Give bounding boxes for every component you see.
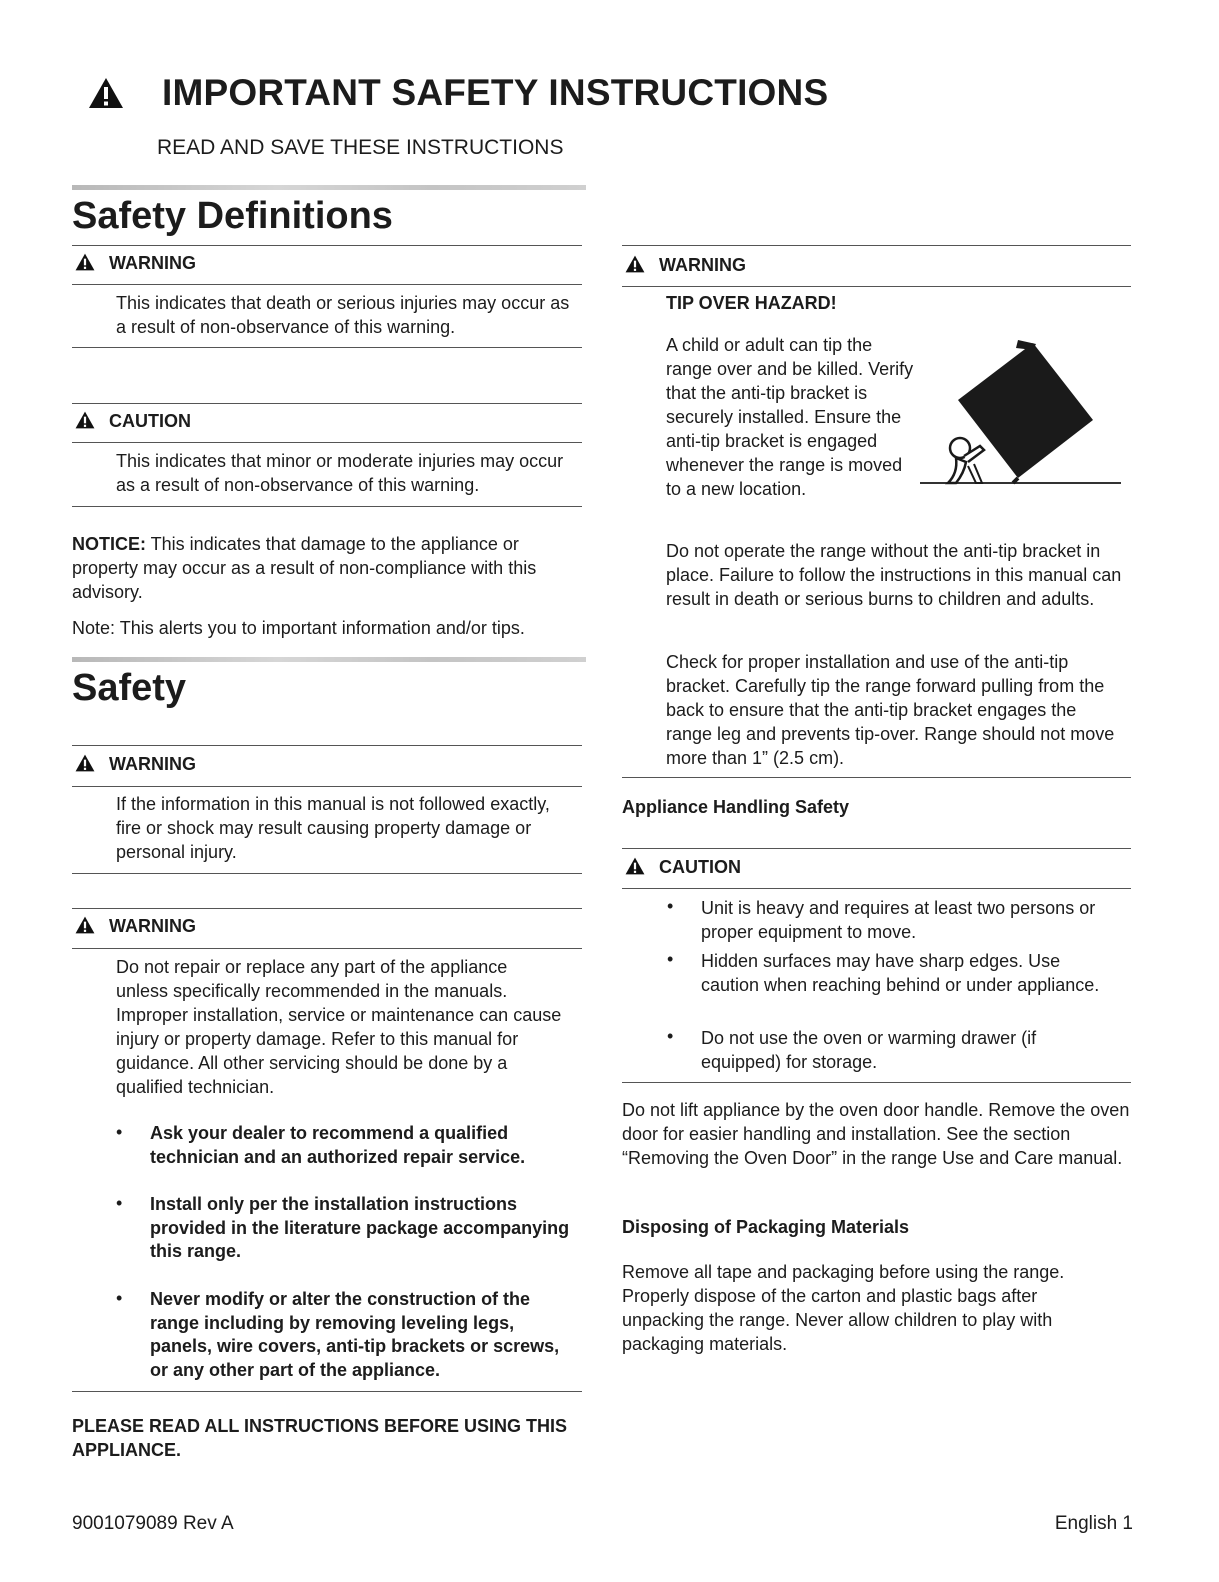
tip-over-paragraph: Check for proper installation and use of the anti-tip bracket. Carefully tip the range forward pulling from the back to ensure that the anti-tip bracket engages the range leg and prevents tip-over. Range should not move more than 1” (2.5 cm). — [666, 652, 1115, 768]
please-read-notice: PLEASE READ ALL INSTRUCTIONS BEFORE USING THIS APPLIANCE. — [72, 1416, 568, 1460]
section-divider-bar — [72, 657, 586, 662]
bullet: • — [667, 1026, 674, 1046]
document-number: 9001079089 Rev A — [72, 1513, 234, 1534]
handling-heading: Appliance Handling Safety — [622, 797, 850, 817]
divider — [622, 286, 1131, 287]
divider — [72, 1391, 582, 1392]
signal-word-warning: WARNING — [75, 253, 196, 274]
divider — [72, 786, 582, 787]
divider — [72, 745, 582, 746]
warning-triangle-icon — [88, 77, 124, 109]
notice-label: NOTICE: — [72, 534, 146, 554]
range-icon — [958, 340, 1093, 483]
list-item: Hidden surfaces may have sharp edges. Use caution when reaching behind or under appliance. — [701, 951, 1100, 995]
bullet: • — [667, 949, 674, 969]
tip-over-intro: A child or adult can tip the range over and be killed. Verify that the anti-tip bracket is securely installed. Ensure the anti-tip bracket is engaged whenever the range is moved to a new location. — [666, 335, 914, 499]
warning-triangle-icon — [75, 916, 95, 934]
list-item: Ask your dealer to recommend a qualified technician and an authorized repair service. — [150, 1123, 526, 1167]
divider — [72, 284, 582, 285]
divider — [72, 948, 582, 949]
divider — [622, 245, 1131, 246]
section-divider-bar — [72, 185, 586, 190]
divider — [622, 777, 1131, 778]
divider — [72, 873, 582, 874]
page-number: English 1 — [1054, 1513, 1133, 1534]
warning-text: If the information in this manual is not followed exactly, fire or shock may result causing property damage or personal injury. — [116, 794, 550, 862]
list-item: Install only per the installation instructions provided in the literature package accompanying this range. — [150, 1194, 570, 1261]
handling-paragraph: Do not lift appliance by the oven door handle. Remove the oven door for easier handling and installation. See the section “Removing the Oven Door” in the range Use and Care manual. — [622, 1100, 1130, 1168]
divider — [72, 245, 582, 246]
signal-word-caution: CAUTION — [75, 411, 191, 432]
section-heading-definitions: Safety Definitions — [72, 195, 393, 237]
disposal-heading: Disposing of Packaging Materials — [622, 1217, 910, 1237]
bullet: • — [116, 1288, 123, 1308]
signal-word-warning: WARNING — [75, 754, 196, 775]
child-figure-icon — [948, 438, 984, 483]
signal-word-warning: WARNING — [75, 916, 196, 937]
list-item: Unit is heavy and requires at least two persons or proper equipment to move. — [701, 898, 1096, 942]
divider — [622, 848, 1131, 849]
warning-triangle-icon — [625, 255, 645, 273]
tip-over-paragraph: Do not operate the range without the anti-tip bracket in place. Failure to follow the instructions in this manual can result in death or serious burns to children and adults. — [666, 541, 1122, 609]
tip-over-illustration — [918, 338, 1123, 488]
section-heading-safety: Safety — [72, 667, 187, 709]
divider — [72, 403, 582, 404]
warning-definition-text: This indicates that death or serious injuries may occur as a result of non-observance of this warning. — [116, 293, 570, 337]
divider — [622, 888, 1131, 889]
page-subtitle: READ AND SAVE THESE INSTRUCTIONS — [157, 136, 564, 159]
caution-definition-text: This indicates that minor or moderate injuries may occur as a result of non-observance of this warning. — [116, 451, 564, 495]
disposal-paragraph: Remove all tape and packaging before using the range. Properly dispose of the carton and plastic bags after unpacking the range. Never allow children to play with packaging materials. — [622, 1262, 1065, 1354]
divider — [622, 1082, 1131, 1083]
warning-text: Do not repair or replace any part of the appliance unless specifically recommended in the manuals. Improper installation, service or maintenance can cause injury or property damage. Refer to this manual for guidance. All other servicing should be done by a qualified technician. — [116, 957, 562, 1097]
note-paragraph: Note: This alerts you to important information and/or tips. — [72, 618, 525, 638]
warning-triangle-icon — [75, 411, 95, 429]
notice-paragraph — [72, 532, 584, 604]
page-title: IMPORTANT SAFETY INSTRUCTIONS — [88, 72, 828, 114]
bullet: • — [116, 1122, 123, 1142]
bullet: • — [667, 896, 674, 916]
tip-over-title: TIP OVER HAZARD! — [666, 293, 837, 313]
warning-triangle-icon — [75, 253, 95, 271]
divider — [72, 442, 582, 443]
warning-triangle-icon — [75, 754, 95, 772]
list-item: Never modify or alter the construction of the range including by removing leveling legs, panels, wire covers, anti-tip brackets or screws, or any other part of the appliance. — [150, 1289, 560, 1380]
bullet: • — [116, 1193, 123, 1213]
divider — [72, 347, 582, 348]
signal-word-warning: WARNING — [625, 255, 746, 276]
divider — [72, 506, 582, 507]
warning-triangle-icon — [625, 857, 645, 875]
signal-word-caution: CAUTION — [625, 857, 741, 878]
notice-text: This indicates that damage to the appliance or property may occur as a result of non-compliance with this advisory. — [72, 534, 537, 602]
list-item: Do not use the oven or warming drawer (if equipped) for storage. — [701, 1028, 1037, 1072]
divider — [72, 908, 582, 909]
